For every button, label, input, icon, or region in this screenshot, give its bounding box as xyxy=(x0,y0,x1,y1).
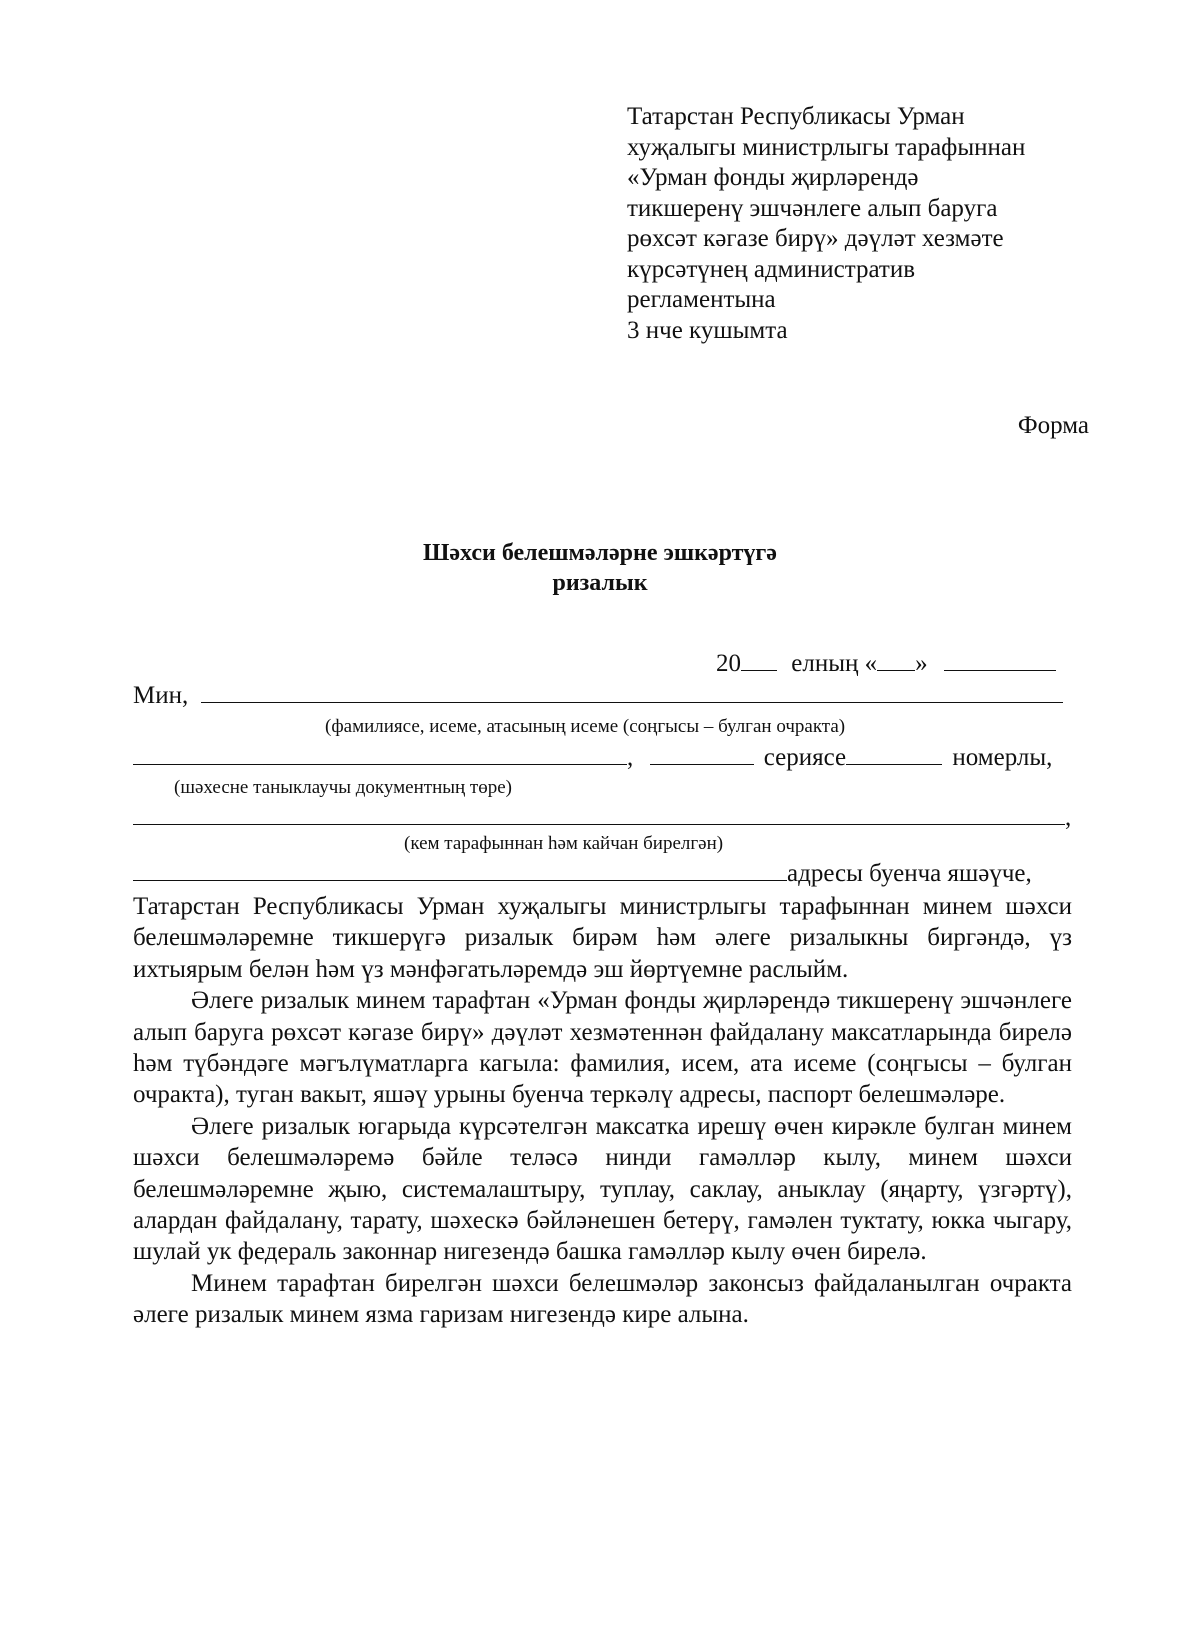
name-caption: (фамилиясе, исеме, атасының исеме (соңгысы – булган очракта) xyxy=(325,716,846,737)
date-day-suffix: » xyxy=(915,650,928,677)
document-comma: , xyxy=(627,744,634,771)
paragraph-3: Әлеге ризалык югарыда күрсәтелгән максатка ирешү өчен кирәкле булган минем шәхси белешмәләремә бәйле теләсә нинди гамәлләр кылу, минем шәхси белешмәләремне җыю, системалаштыру, туплау, саклау, аныклау (яңарту, үзгәртү), алардан файдалану, тарату, шәхескә бәйләнешен бетерү, гамәлен туктату, юкка чыгару, шулай ук федераль законнар нигезендә башка гамәлләр кылу өчен бирелә. xyxy=(133,1112,1072,1266)
document-title-line-1: Шәхси белешмәләрне эшкәртүгә xyxy=(423,540,777,566)
document-type-field[interactable] xyxy=(133,764,627,765)
paragraph-4: Минем тарафтан бирелгән шәхси белешмәләр законсыз файдаланылган очракта әлеге ризалык минем язма гаризам нигезендә кире алына. xyxy=(133,1269,1072,1329)
issued-comma: , xyxy=(1065,804,1072,831)
annex-line-8: 3 нче кушымта xyxy=(627,316,788,344)
date-line xyxy=(716,650,1056,678)
document-row xyxy=(133,744,1052,772)
date-month-field[interactable] xyxy=(944,670,1056,671)
paragraph-2: Әлеге ризалык минем тарафтан «Урман фонды җирләрендә тикшеренү эшчәнлеге алып баруга рөхсәт кәгазе бирү» дәүләт хезмәтеннән файдалану максатларында бирелә һәм түбәндәге мәгълүматларга кагыла: фамилия, исем, ата исеме (соңгысы – булган очракта), туган вакыт, яшәү урыны буенча теркәлү адресы, паспорт белешмәләре. xyxy=(133,987,1072,1109)
number-label: номерлы, xyxy=(952,744,1053,771)
consent-body xyxy=(133,891,1072,1331)
date-year-suffix: елның « xyxy=(791,650,878,677)
document-title-line-2: ризалык xyxy=(552,570,648,596)
address-row xyxy=(133,860,1032,888)
paragraph-1: Татарстан Республикасы Урман хуҗалыгы министрлыгы тарафыннан минем шәхси белешмәләремне тикшерүгә ризалык бирәм һәм әлеге ризалыкны биргәндә, үз ихтыярым белән һәм үз мәнфәгатьләремдә эш йөртүемне раслыйм. xyxy=(133,893,1072,983)
issued-by-field[interactable] xyxy=(133,824,1065,825)
min-label: Мин, xyxy=(133,682,189,709)
date-year-prefix: 20 xyxy=(716,650,741,677)
annex-header xyxy=(627,102,1107,346)
document-caption: (шәхесне таныклаучы документның төре) xyxy=(174,777,512,798)
annex-line-1: Татарстан Республикасы Урман xyxy=(627,103,965,130)
annex-line-4: тикшеренү эшчәнлеге алып баруга xyxy=(627,194,998,222)
full-name-field[interactable] xyxy=(201,702,1063,703)
issued-row xyxy=(133,804,1071,832)
issued-caption: (кем тарафыннан һәм кайчан бирелгән) xyxy=(404,833,724,854)
annex-line-2: хуҗалыгы министрлыгы тарафыннан xyxy=(627,133,1026,161)
annex-line-7: регламентына xyxy=(627,286,776,313)
document-series-value-field[interactable] xyxy=(650,764,754,765)
document-number-field[interactable] xyxy=(846,764,942,765)
date-day-field[interactable] xyxy=(877,670,915,671)
series-label: сериясе xyxy=(763,744,847,771)
address-field[interactable] xyxy=(133,880,787,881)
annex-line-6: күрсәтүнең административ xyxy=(627,255,916,283)
name-row xyxy=(133,682,1063,710)
annex-line-5: рөхсәт кәгазе бирү» дәүләт хезмәте xyxy=(627,225,1004,252)
address-label: адресы буенча яшәүче, xyxy=(787,860,1032,887)
form-label: Форма xyxy=(1017,412,1089,439)
date-year-field[interactable] xyxy=(741,670,777,671)
annex-line-3: «Урман фонды җирләрендә xyxy=(627,164,919,191)
